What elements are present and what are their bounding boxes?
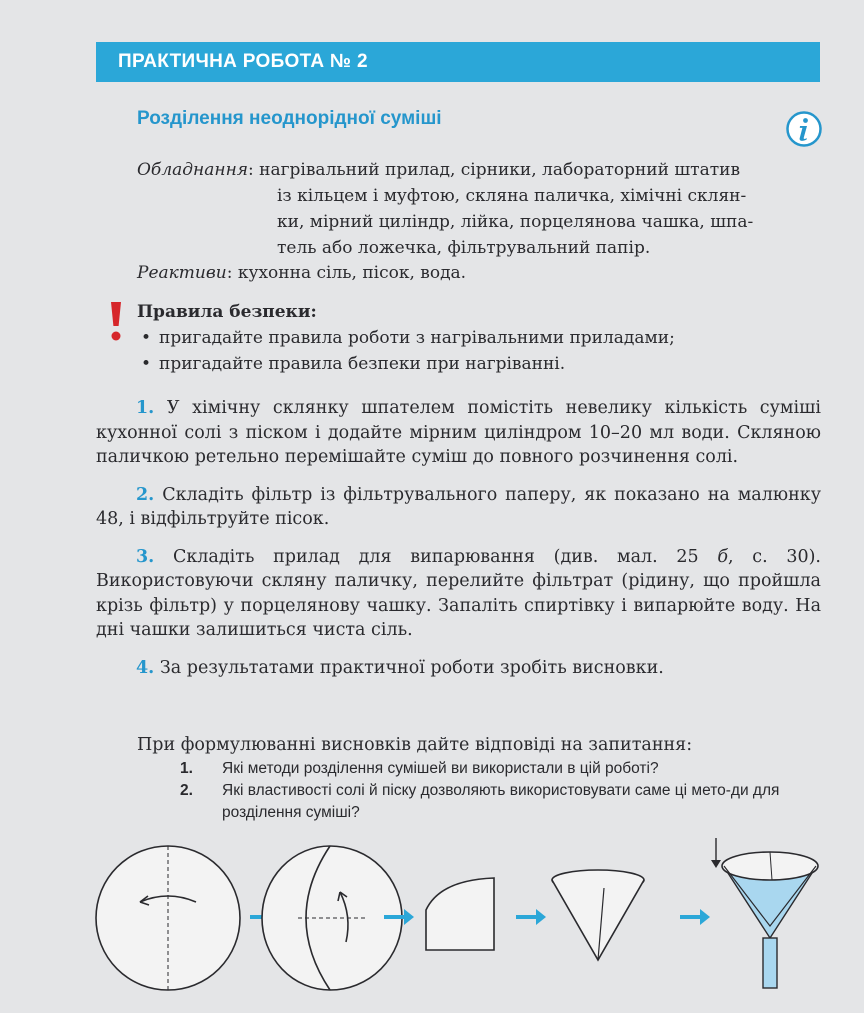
step-text-italic: б xyxy=(717,546,729,567)
step-number: 1. xyxy=(136,398,155,418)
filter-paper-quarter xyxy=(426,878,494,950)
equipment-label: Обладнання xyxy=(137,160,249,180)
step-text: У хімічну склянку шпателем помістіть невелику кількість суміші кухонної солі з піском і додайте мірним циліндром 10–20 мл води. Скляною паличкою ретельно перемішайте суміш до повного розчинення солі. xyxy=(96,398,821,467)
reagents-label: Реактиви xyxy=(137,263,227,283)
warning-icon xyxy=(108,300,124,344)
practical-work-banner: ПРАКТИЧНА РОБОТА № 2 xyxy=(96,42,820,82)
info-icon xyxy=(785,110,823,148)
arrow-right-icon xyxy=(680,909,710,925)
equipment-block: Обладнання: нагрівальний прилад, сірники, лабораторний штатив із кільцем і муфтою, скляна паличка, хімічні склян- ки, мірний циліндр, лійка, порцелянова чашка, шпа- тель або ложечка, фільтрувальний папір. xyxy=(137,157,827,261)
step-4 xyxy=(96,656,821,681)
funnel-with-filter xyxy=(711,838,818,988)
equipment-line-1: нагрівальний прилад, сірники, лабораторний штатив xyxy=(259,160,741,180)
filter-folding-illustration xyxy=(0,830,864,1013)
questions-intro: При формулюванні висновків дайте відповіді на запитання: xyxy=(137,735,693,755)
reagents-line: Реактиви: кухонна сіль, пісок, вода. xyxy=(137,263,467,283)
equipment-line-2: із кільцем і муфтою, скляна паличка, хімічні склян- xyxy=(277,186,747,206)
safety-heading: Правила безпеки: xyxy=(137,302,317,322)
safety-item: • пригадайте правила роботи з нагрівальними приладами; xyxy=(141,328,675,348)
step-number: 2. xyxy=(136,484,155,505)
reagents-text: кухонна сіль, пісок, вода. xyxy=(237,263,467,283)
step-2 xyxy=(96,483,821,532)
questions-list xyxy=(180,758,830,824)
equipment-line-3: ки, мірний циліндр, лійка, порцелянова чашка, шпа- xyxy=(277,212,754,232)
filter-paper-half xyxy=(262,846,402,990)
step-text: , с. 30). Використовуючи скляну паличку, перелийте фільтрат (рідину, що пройшла крізь фільтр) у порцелянову чашку. Запаліть спиртівку і випарюйте воду. На дні чашки залишиться чиста сіль. xyxy=(96,546,821,640)
equipment-line-4: тель або ложечка, фільтрувальний папір. xyxy=(277,238,651,258)
step-number: 4. xyxy=(136,657,155,678)
steps-list xyxy=(96,396,821,693)
arrow-right-icon xyxy=(516,909,546,925)
page-title: Розділення неоднорідної суміші xyxy=(137,108,442,129)
step-1 xyxy=(96,396,821,470)
step-number: 3. xyxy=(136,546,155,567)
question-item: 2. Які властивості солі й піску дозволяють використовувати саме ці мето-ди для розділення суміші? xyxy=(180,782,780,821)
safety-item: • пригадайте правила безпеки при нагріванні. xyxy=(141,354,566,374)
step-text: За результатами практичної роботи зробіть висновки. xyxy=(159,657,664,678)
safety-rules xyxy=(137,299,675,377)
question-item: 1. Які методи розділення сумішей ви використали в цій роботі? xyxy=(180,760,659,777)
filter-paper-cone xyxy=(552,870,644,960)
filter-paper-circle xyxy=(96,846,240,990)
step-text: Складіть фільтр із фільтрувального паперу, як показано на малюнку 48, і відфільтруйте пісок. xyxy=(96,484,821,529)
step-text: Складіть прилад для випарювання (див. мал. 25 xyxy=(172,546,718,567)
step-3 xyxy=(96,545,821,643)
